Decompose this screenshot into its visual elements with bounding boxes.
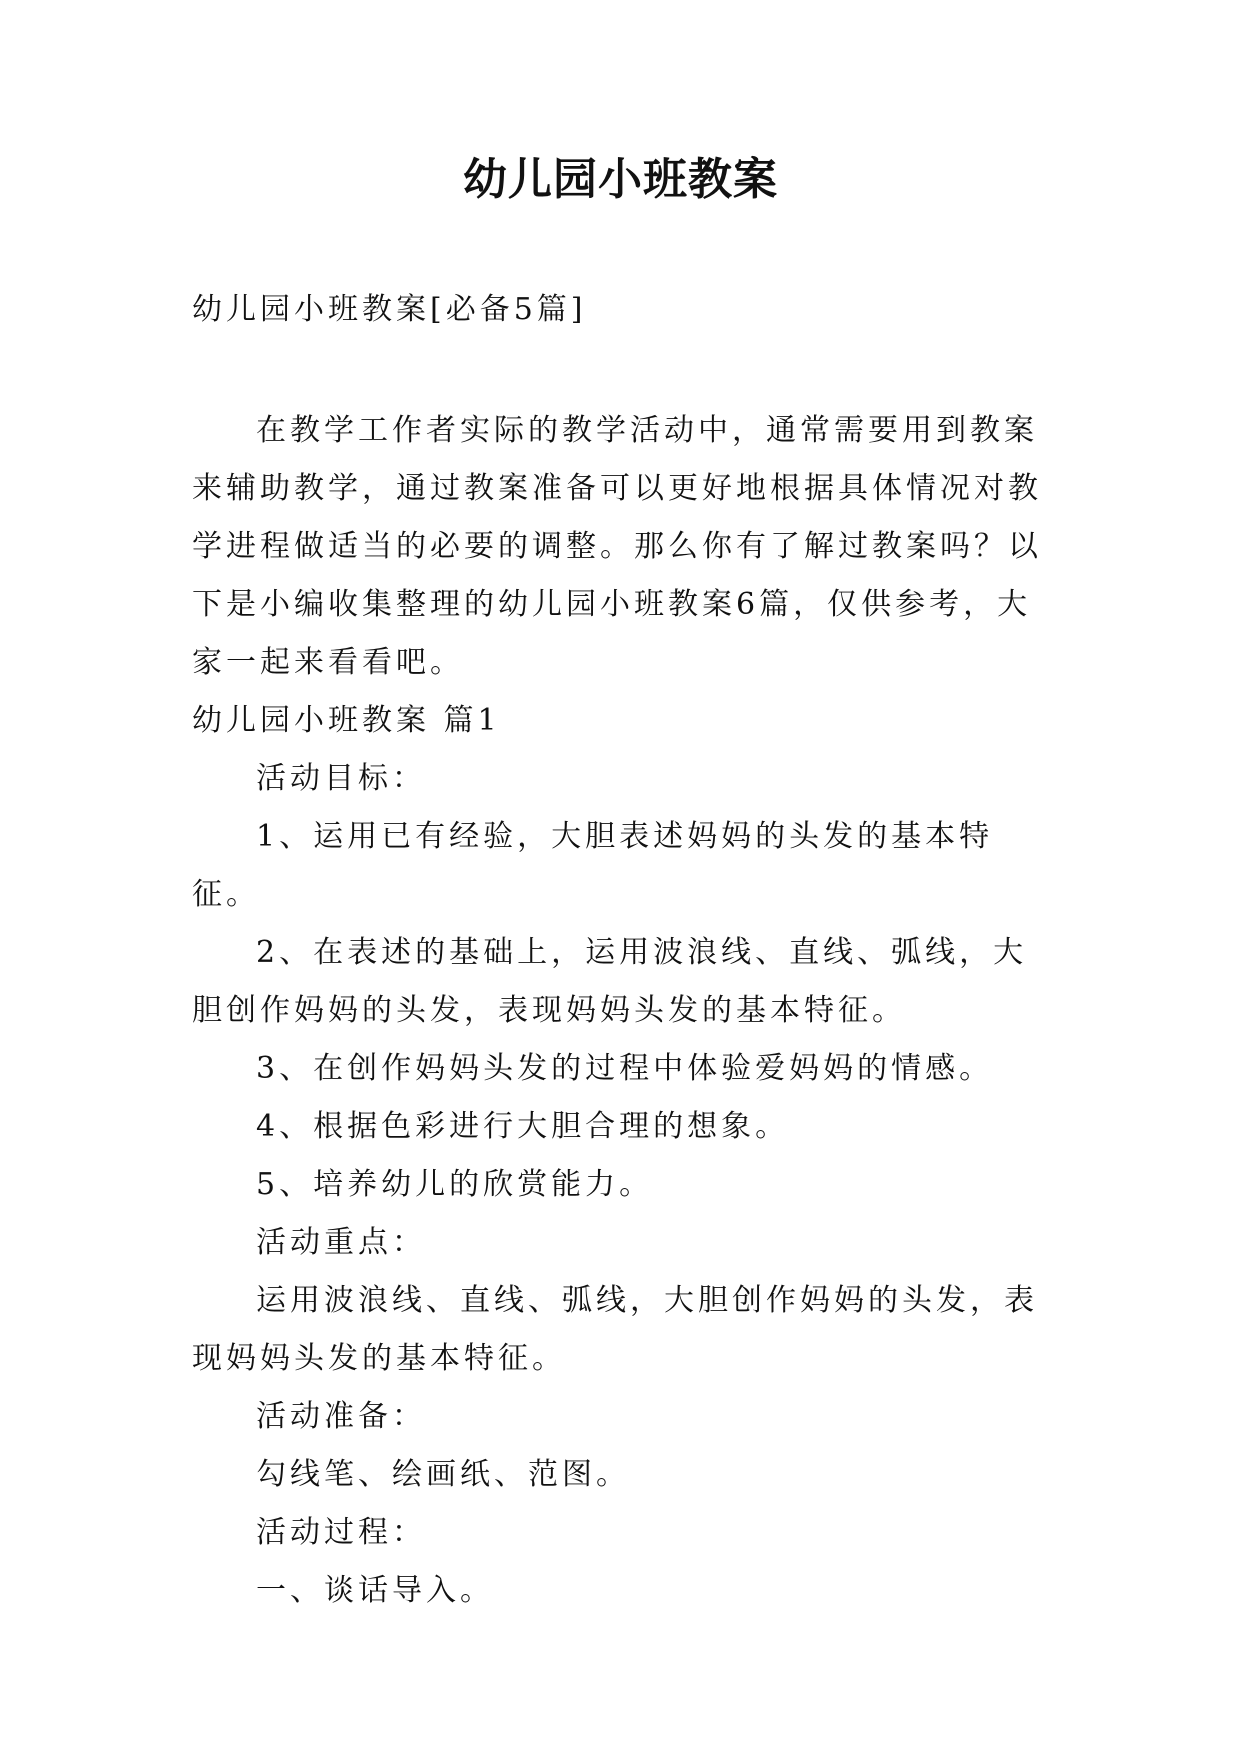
goal-item-5: 5、培养幼儿的欣赏能力。 — [256, 1167, 654, 1202]
goal-item-1: 1、运用已有经验，大胆表述妈妈的头发的基本特征。 — [192, 819, 994, 912]
goal-item-4: 4、根据色彩进行大胆合理的想象。 — [256, 1109, 790, 1144]
section-heading: 幼儿园小班教案 篇1 — [192, 703, 501, 738]
process-label: 活动过程： — [256, 1515, 426, 1550]
process-step-1: 一、谈话导入。 — [256, 1573, 494, 1608]
intro-paragraph: 在教学工作者实际的教学活动中，通常需要用到教案来辅助教学，通过教案准备可以更好地根据具体情况对教学进程做适当的必要的调整。那么你有了解过教案吗？以下是小编收集整理的幼儿园小班教案6篇，仅供参考，大家一起来看看吧。 — [192, 413, 1042, 680]
goal-item-2: 2、在表述的基础上，运用波浪线、直线、弧线，大胆创作妈妈的头发，表现妈妈头发的基本特征。 — [192, 935, 1028, 1028]
goal-item-3: 3、在创作妈妈头发的过程中体验爱妈妈的情感。 — [256, 1051, 994, 1086]
goals-label: 活动目标： — [256, 761, 426, 796]
prep-text: 勾线笔、绘画纸、范图。 — [256, 1457, 630, 1492]
page-title: 幼儿园小班教案 — [463, 154, 778, 205]
key-text: 运用波浪线、直线、弧线，大胆创作妈妈的头发，表现妈妈头发的基本特征。 — [192, 1283, 1038, 1376]
lesson-body — [192, 692, 1052, 1620]
key-label: 活动重点： — [256, 1225, 426, 1260]
document-subtitle: 幼儿园小班教案[必备5篇] — [192, 292, 587, 327]
prep-label: 活动准备： — [256, 1399, 426, 1434]
